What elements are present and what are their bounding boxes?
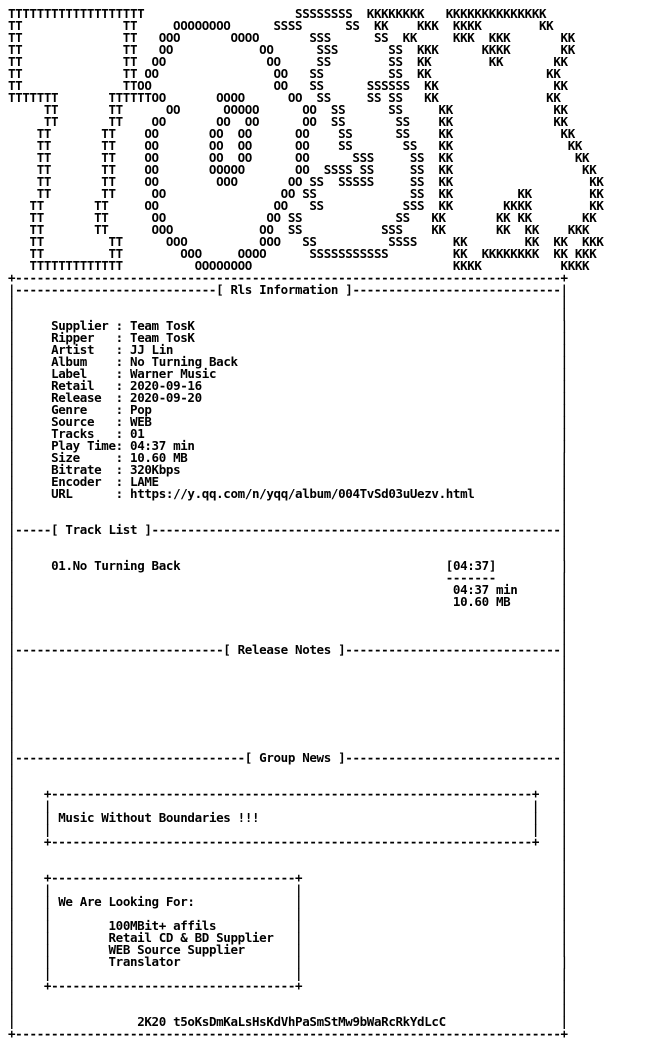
- logo-line: TT TT OO OOOOO OO SSSS SS SS KK KK: [8, 162, 597, 177]
- looking-for-item: Retail CD & BD Supplier: [108, 930, 274, 945]
- logo-line: TT TT OO OO OO OO SS SS KK KK: [8, 138, 583, 153]
- info-value-album: No Turning Back: [130, 354, 238, 369]
- logo-line: TT TT OO OO SSS SS KKK KKKK KK: [8, 42, 575, 57]
- logo-line: TTTTTTTTTTTTTTTTTTT SSSSSSSS KKKKKKKK KKKKKKKKKKKKKK: [8, 6, 547, 21]
- group-slogan: Music Without Boundaries !!!: [58, 810, 260, 825]
- logo-line: TTTTTTT TTTTTTOO OOOO OO SS SS SS KK KK: [8, 90, 561, 105]
- logo-line: TT TT OOO OO SS SSS KK KK KK KKK: [8, 222, 590, 237]
- info-label-bitrate: Bitrate: [51, 462, 102, 477]
- info-value-ripper: Team TosK: [130, 330, 195, 345]
- section-title-rls-information: Rls Information: [230, 282, 339, 297]
- info-label-url: URL: [51, 486, 73, 501]
- logo-line: TT TT OOO OOOO SSSSSSSSSSS KK KKKKKKKK KK KKK: [8, 246, 597, 261]
- info-value-retail: 2020-09-16: [130, 378, 202, 393]
- info-label-size: Size: [51, 450, 80, 465]
- logo-line: TT TT OO OO OO OO SSS SS KK KK: [8, 150, 590, 165]
- info-label-artist: Artist: [51, 342, 95, 357]
- info-value-play-time: 04:37 min: [130, 438, 195, 453]
- info-label-genre: Genre: [51, 402, 87, 417]
- logo-line: TT TT OO OOO OO SS SSSSS SS KK KK: [8, 174, 604, 189]
- looking-for-item: 100MBit+ affils: [108, 918, 217, 933]
- info-label-ripper: Ripper: [51, 330, 95, 345]
- info-value-tracks: 01: [130, 426, 145, 441]
- info-value-label: Warner Music: [130, 366, 217, 381]
- logo-line: TT TT OO OO SS SS KK KK: [8, 66, 561, 81]
- group-signature: 2K20 t5oKsDmKaLsHsKdVhPaSmStMw9bWaRcRkYdLcC: [137, 1014, 446, 1029]
- info-label-play-time: Play Time: [51, 438, 116, 453]
- info-label-encoder: Encoder: [51, 474, 102, 489]
- logo-line: TT TT OO OO SS SSS KK KKKK KK: [8, 198, 604, 213]
- info-label-source: Source: [51, 414, 95, 429]
- info-value-release: 2020-09-20: [130, 390, 202, 405]
- info-value-encoder: LAME: [130, 474, 159, 489]
- logo-line: TT TT OOO OOOO SSS SS KK KKK KKK KK: [8, 30, 575, 45]
- info-value-bitrate: 320Kbps: [130, 462, 181, 477]
- looking-for-title: We Are Looking For:: [58, 894, 195, 909]
- section-title-group-news: Group News: [259, 750, 331, 765]
- track-title: No Turning Back: [72, 558, 181, 573]
- logo-line: TT TT OOO OOO SS SSSS KK KK KK KKK: [8, 234, 604, 249]
- info-value-supplier: Team TosK: [130, 318, 195, 333]
- info-label-album: Album: [51, 354, 87, 369]
- logo-line: TT TTOO OO SS SSSSSS KK KK: [8, 78, 568, 93]
- section-title-release-notes: Release Notes: [237, 642, 331, 657]
- info-label-release: Release: [51, 390, 102, 405]
- logo-line: TT TT OO OO SS SS KK KK KK: [8, 54, 568, 69]
- info-label-tracks: Tracks: [51, 426, 95, 441]
- nfo-document: TTTTTTTTTTTTTTTTTTT SSSSSSSS KKKKKKKK KKKKKKKKKKKKKK TT TT OOOOOOOO SSSS SS KK KKK KKKK KK TT TT OOO OOOO SSS SS KK KKK KKK KK TT TT OO OO SSS SS KKK KKKK KK TT TT OO OO SS SS KK KK KK TT TT OO OO SS SS KK KK TT TTOO OO SS SSSSSS KK KK TTTTTTT TTTTTTOO OOOO OO SS SS SS KK KK TT TT OO OOOOO OO SS SS KK KK TT TT OO OO OO OO SS SS KK KK TT TT OO OO OO OO SS SS KK KK TT TT OO OO OO OO SS SS KK KK TT TT OO OO OO OO SSS SS KK KK TT TT OO OOOOO OO SSSS SS SS KK KK TT TT OO OOO OO SS SSSSS SS KK KK TT TT OO OO SS SS KK KK KK TT TT OO OO SS SSS KK KKKK KK TT TT OO OO SS SS KK KK KK KK TT TT OOO OO SS SSS KK KK KK KKK TT TT OOO OOO SS SSSS KK KK KK KKK TT TT OOO OOOO SSSSSSSSSSS KK KKKKKKKK KK KKK TTTTTTTTTTTTT OOOOOOOO KKKK KKKK +----------------------------------------------------------------------------+ |----------------------------[ Rls Information ]-----------------------------| | | | | | Supplier : Team TosK | | Ripper : Team TosK | | Artist : JJ Lin | | Album : No Turning Back | | Label : Warner Music | | Retail : 2020-09-16 | | Release : 2020-09-20 | | Genre : Pop | | Source : WEB | | Tracks : 01 | | Play Time: 04:37 min | | Size : 10.60 MB | | Bitrate : 320Kbps | | Encoder : LAME | | URL : https://y.qq.com/n/yqq/album/004TvSd03uUezv.html | | | | | |-----[ Track List ]---------------------------------------------------------| | | | | | 01.No Turning Back [04:37] | | ------- | | 04:37 min | | 10.60 MB | | | | | | | |-----------------------------[ Release Notes ]------------------------------| | | | | | | | | | | | | | | | | |--------------------------------[ Group News ]------------------------------| | | | | | +-------------------------------------------------------------------+ | | | | | | | Music Without Boundaries !!! | | | | | | | +-------------------------------------------------------------------+ | | | | | | +----------------------------------+ | | | | | | | We Are Looking For: | | | | | | | | 100MBit+ affils | | | | Retail CD & BD Supplier | | | | WEB Source Supplier | | | | Translator | | | | | | | +----------------------------------+ | | | | | | 2K20 t5oKsDmKaLsHsKdVhPaSmStMw9bWaRcRkYdLcC | +----------------------------------------------------------------------------+: [8, 6, 604, 1041]
- total-play-time: 04:37 min: [452, 582, 518, 597]
- info-value-genre: Pop: [130, 402, 152, 417]
- looking-for-item: Translator: [108, 954, 181, 969]
- info-label-label: Label: [51, 366, 87, 381]
- total-size: 10.60 MB: [452, 594, 511, 609]
- info-value-url: https://y.qq.com/n/yqq/album/004TvSd03uUezv.html: [130, 486, 475, 501]
- info-value-size: 10.60 MB: [130, 450, 188, 465]
- logo-line: TTTTTTTTTTTTT OOOOOOOO KKKK KKKK: [8, 258, 590, 273]
- logo-line: TT TT OO OOOOO OO SS SS KK KK: [8, 102, 568, 117]
- info-label-supplier: Supplier: [51, 318, 109, 333]
- logo-line: TT TT OO OO SS SS KK KK KK: [8, 186, 604, 201]
- track-number: 01: [51, 558, 66, 573]
- info-value-artist: JJ Lin: [130, 342, 174, 357]
- info-label-retail: Retail: [51, 378, 95, 393]
- logo-line: TT TT OO OO OO OO SS SS KK KK: [8, 126, 575, 141]
- logo-line: TT TT OO OO SS SS KK KK KK KK: [8, 210, 597, 225]
- logo-line: TT TT OOOOOOOO SSSS SS KK KKK KKKK KK: [8, 18, 554, 33]
- track-length: 04:37: [452, 558, 489, 573]
- looking-for-item: WEB Source Supplier: [108, 942, 245, 957]
- info-value-source: WEB: [130, 414, 152, 429]
- logo-line: TT TT OO OO OO OO SS SS KK KK: [8, 114, 568, 129]
- section-title-track-list: Track List: [65, 522, 138, 537]
